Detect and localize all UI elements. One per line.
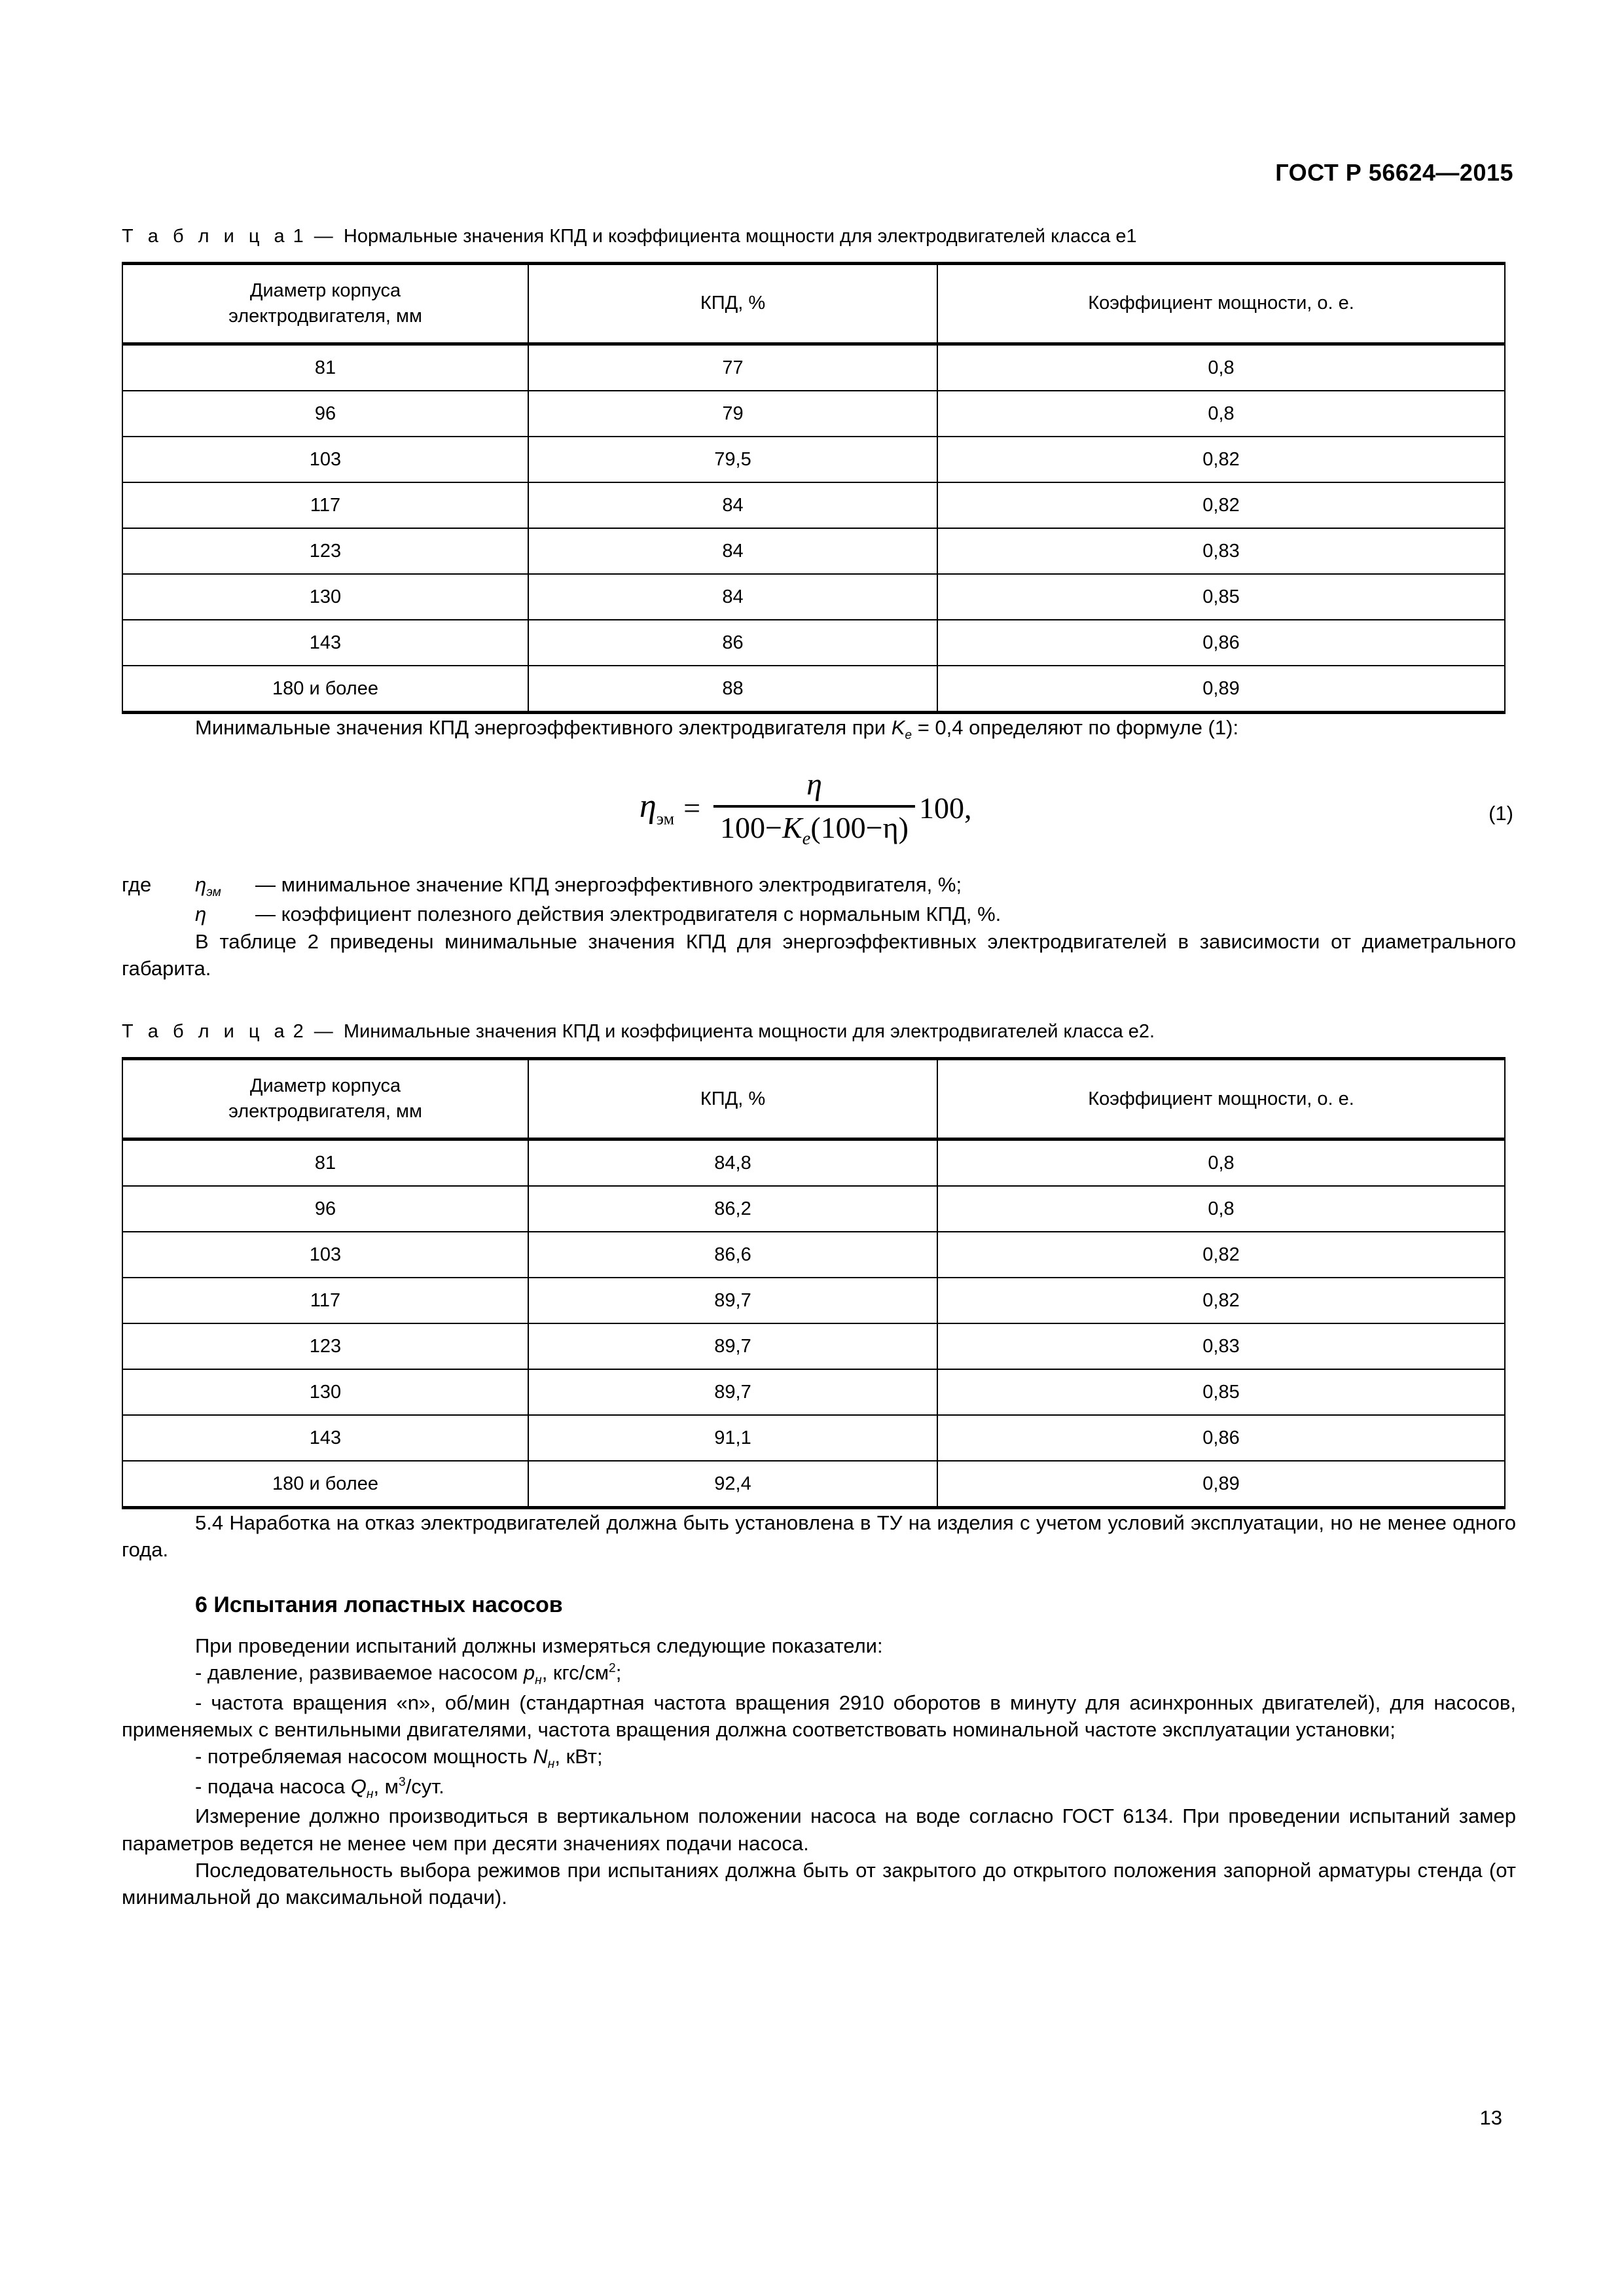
symbol-p-subscript: н [535,1673,542,1687]
where-symbol-subscript: эм [206,885,221,899]
table1-header-row [122,264,1505,344]
cell-power-factor: 0,82 [937,1278,1505,1323]
table2-body [122,1139,1505,1508]
table-row [122,1323,1505,1369]
cell-efficiency: 86 [528,620,937,666]
symbol-q-subscript: н [366,1787,374,1801]
cell-diameter: 130 [122,1369,528,1415]
where-line-1 [122,871,1516,901]
where-definition-1: — минимальное значение КПД энергоэффективного электродвигателя, %; [255,872,962,896]
symbol-pn [523,1660,542,1687]
where-symbol-eta: η [195,872,207,896]
table1-caption-word: Т а б л и ц а [122,226,289,247]
where-symbol-eta: η [195,903,207,926]
cell-efficiency: 79 [528,391,937,437]
cell-diameter: 143 [122,1415,528,1461]
table2-header-diameter [122,1059,528,1139]
where-line-2 [122,901,1516,927]
bullet-pressure [122,1659,1516,1689]
bullet-flow [122,1773,1516,1803]
where-definition-2: — коэффициент полезного действия электродвигателя с нормальным КПД, %. [255,903,1001,926]
cell-power-factor: 0,82 [937,1232,1505,1278]
section-6-intro: При проведении испытаний должны измеряться следующие показатели: [195,1634,883,1657]
standard-header: ГОСТ Р 56624—2015 [1275,159,1513,186]
cell-power-factor: 0,83 [937,528,1505,574]
table-row [122,1461,1505,1508]
symbol-nn [533,1744,555,1772]
table-row [122,1415,1505,1461]
where-symbol-eta-em [195,871,255,901]
bullet-flow-post: , м [373,1774,399,1798]
formula-denominator-k-symbol: K [782,810,803,844]
cell-efficiency: 86,2 [528,1186,937,1232]
formula-equals: = [683,791,701,825]
bullet-flow-pre: - подача насоса [195,1774,351,1798]
formula-lhs [640,787,674,829]
cell-power-factor: 0,83 [937,1323,1505,1369]
cell-diameter: 123 [122,528,528,574]
table1-body [122,344,1505,713]
bullet-pressure-exponent: 2 [609,1661,616,1676]
cell-diameter: 130 [122,574,528,620]
cell-efficiency: 91,1 [528,1415,937,1461]
table1-caption-dash: — [314,226,333,247]
paragraph-min-values-part1: Минимальные значения КПД энергоэффективного электродвигателя при [195,716,892,739]
table-row [122,437,1505,482]
table1-header-power-factor: Коэффициент мощности, о. е. [937,264,1505,344]
table1-caption-number: 1 [293,226,304,247]
table1-header-efficiency: КПД, % [528,264,937,344]
cell-efficiency: 89,7 [528,1369,937,1415]
table2-header-diameter-line2: электродвигателя, мм [228,1101,422,1122]
cell-diameter: 103 [122,437,528,482]
formula-lhs-subscript: эм [656,809,675,829]
table2-header-efficiency: КПД, % [528,1059,937,1139]
table1-header-diameter [122,264,528,344]
cell-diameter: 117 [122,1278,528,1323]
formula-denominator [713,808,915,850]
formula-lhs-symbol: η [639,787,657,825]
table2-caption-dash: — [314,1021,333,1043]
cell-diameter: 117 [122,482,528,528]
table2 [122,1057,1506,1509]
formula-denominator-k-subscript: е [802,828,811,849]
cell-power-factor: 0,82 [937,437,1505,482]
formula-number: (1) [1489,801,1513,825]
cell-efficiency: 89,7 [528,1323,937,1369]
table1-caption-text: Нормальные значения КПД и коэффициента мощности для электродвигателей класса е1 [343,226,1137,247]
table-row [122,344,1505,391]
cell-power-factor: 0,89 [937,666,1505,713]
table2-caption-word: Т а б л и ц а [122,1021,289,1043]
cell-efficiency: 86,6 [528,1232,937,1278]
bullet-pressure-end: ; [615,1660,622,1684]
table-row [122,1232,1505,1278]
cell-power-factor: 0,8 [937,1186,1505,1232]
table-row [122,528,1505,574]
bullet-flow-exponent: 3 [399,1775,406,1789]
cell-power-factor: 0,89 [937,1461,1505,1508]
table1-header-diameter-line1: Диаметр корпуса [249,279,401,301]
cell-power-factor: 0,8 [937,344,1505,391]
cell-diameter: 143 [122,620,528,666]
cell-efficiency: 79,5 [528,437,937,482]
table-row [122,574,1505,620]
cell-efficiency: 84 [528,482,937,528]
formula-numerator: η [806,766,822,802]
table-row [122,1139,1505,1187]
symbol-p: p [523,1660,535,1684]
cell-diameter: 180 и более [122,1461,528,1508]
table2-header-power-factor: Коэффициент мощности, о. е. [937,1059,1505,1139]
table2-caption-number: 2 [293,1021,304,1043]
cell-power-factor: 0,8 [937,1139,1505,1187]
symbol-qn [350,1774,374,1801]
where-definitions [122,871,1516,928]
clause-5-4: 5.4 Наработка на отказ электродвигателей должна быть установлена в ТУ на изделия с учетом условий эксплуатации, но не менее одного года. [122,1511,1516,1562]
cell-efficiency: 88 [528,666,937,713]
table-row [122,666,1505,713]
cell-efficiency: 84 [528,528,937,574]
formula-fraction [713,766,915,850]
table-row [122,391,1505,437]
cell-power-factor: 0,8 [937,391,1505,437]
bullet-power-pre: - потребляемая насосом мощность [195,1744,533,1768]
table1-caption [122,226,1516,247]
paragraph-min-values-part2: = 0,4 определяют по формуле (1): [912,716,1239,739]
section-6-heading: 6 Испытания лопастных насосов [195,1592,563,1617]
where-label: где [122,872,152,896]
paragraph-measurement: Измерение должно производиться в вертикальном положении насоса на воде согласно ГОСТ 6134. При проведении испытаний замер параметров ведется не менее чем при десяти значениях подачи насоса. [122,1804,1516,1855]
cell-diameter: 96 [122,1186,528,1232]
formula-denominator-k [782,810,811,849]
bullet-pressure-pre: - давление, развиваемое насосом [195,1660,524,1684]
formula-multiplier: 100, [918,791,972,825]
formula-block [122,761,1516,859]
table-row [122,620,1505,666]
table2-caption [122,1021,1516,1043]
cell-diameter: 81 [122,1139,528,1187]
cell-diameter: 96 [122,391,528,437]
table1-header-diameter-line2: электродвигателя, мм [228,306,422,327]
cell-diameter: 180 и более [122,666,528,713]
cell-efficiency: 89,7 [528,1278,937,1323]
bullet-rotation-speed: - частота вращения «n», об/мин (стандартная частота вращения 2910 оборотов в минуту для асинхронных двигателей), для насосов, применяемых с вентильными двигателями, частота вращения должна соответствовать номинальной частоте эксплуатации установки; [122,1691,1516,1741]
table1 [122,262,1506,714]
cell-power-factor: 0,86 [937,1415,1505,1461]
cell-power-factor: 0,85 [937,1369,1505,1415]
symbol-k: K [891,716,905,739]
formula-denominator-post: (100−η) [810,810,909,844]
paragraph-min-values [122,714,1516,744]
symbol-n: N [533,1744,548,1768]
symbol-q: Q [350,1774,367,1798]
table2-caption-text: Минимальные значения КПД и коэффициента мощности для электродвигателей класса е2. [343,1021,1155,1043]
table2-header-diameter-line1: Диаметр корпуса [249,1075,401,1096]
cell-diameter: 103 [122,1232,528,1278]
cell-power-factor: 0,86 [937,620,1505,666]
paragraph-table2-intro: В таблице 2 приведены минимальные значения КПД для энергоэффективных электродвигателей в зависимости от диаметрального габарита. [122,929,1516,980]
bullet-power [122,1743,1516,1773]
bullet-power-post: , кВт; [554,1744,603,1768]
cell-diameter: 123 [122,1323,528,1369]
cell-efficiency: 92,4 [528,1461,937,1508]
bullet-pressure-post: , кгс/см [541,1660,609,1684]
paragraph-sequence: Последовательность выбора режимов при испытаниях должна быть от закрытого до открытого положения запорной арматуры стенда (от минимальной до максимальной подачи). [122,1858,1516,1909]
table-row [122,1186,1505,1232]
cell-efficiency: 84 [528,574,937,620]
table-row [122,1278,1505,1323]
table2-header-row [122,1059,1505,1139]
bullet-flow-end: /сут. [405,1774,444,1798]
symbol-ke [891,716,912,743]
symbol-k-subscript: е [905,728,912,743]
cell-diameter: 81 [122,344,528,391]
cell-efficiency: 84,8 [528,1139,937,1187]
cell-efficiency: 77 [528,344,937,391]
table-row [122,1369,1505,1415]
page-content [122,0,1516,1910]
page-number: 13 [1479,2106,1502,2129]
formula-denominator-pre: 100− [720,810,782,844]
cell-power-factor: 0,82 [937,482,1505,528]
cell-power-factor: 0,85 [937,574,1505,620]
formula-expression [640,766,972,850]
table-row [122,482,1505,528]
symbol-n-subscript: н [547,1757,555,1772]
